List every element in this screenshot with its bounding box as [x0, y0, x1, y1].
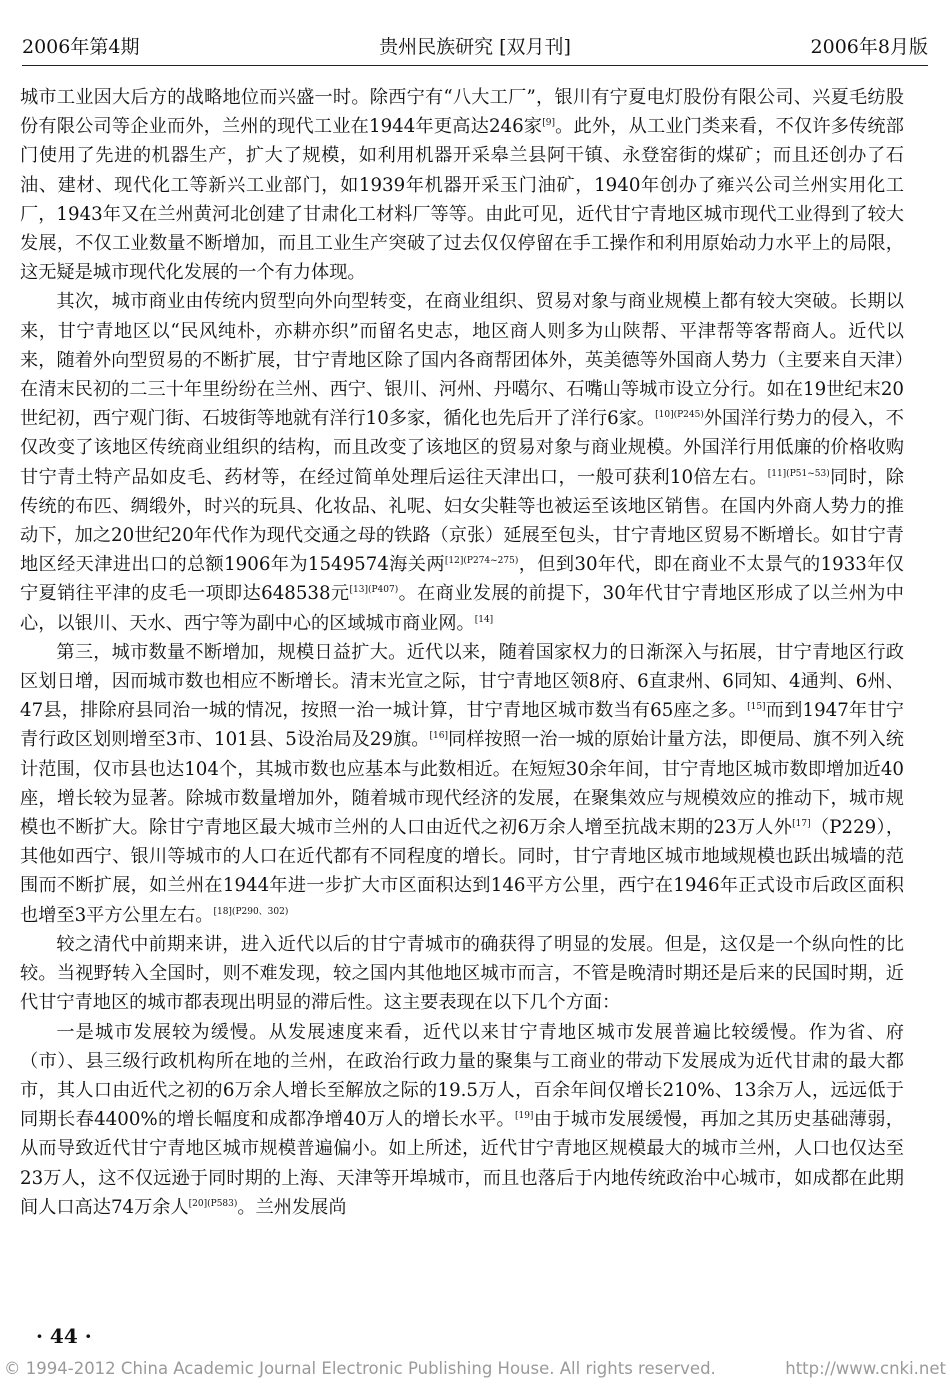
paragraph-text: 同时，除传统的布匹、绸缎外，时兴的玩具、化妆品、礼呢、妇女尖鞋等也被运至该地区销售。在国内外商人势力的推动下，加之20世纪20年代作为现代交通之母的铁路（京张）延展至包头，甘宁青地区贸易不断增长。如甘宁青地区经天津进出口的总额1906年为1549574海关两 [20, 466, 904, 576]
paragraph-text: （P229），其他如西宁、银川等城市的人口在近代都有不同程度的增长。同时，甘宁青地区城市地域规模也跃出城墙的范围而不断扩展，如兰州在1944年进一步扩大市区面积达到146平方公里，西宁在1946年正式设市后政区面积也增至3平方公里左右。 [20, 817, 905, 926]
citation-ref: [15] [747, 702, 766, 713]
paragraph-text: ，但到30年代，即在商业不太景气的1933年仅宁夏销往平津的皮毛一项即达648538元 [20, 554, 904, 605]
citation-ref: [14] [474, 614, 494, 625]
paragraph-text: 。此外，从工业门类来看，不仅许多传统部门使用了先进的机器生产，扩大了规模，如利用机器开采皋兰县阿干镇、永登窑街的煤矿；而且还创办了石油、建材、现代化工等新兴工业部门，如1939年机器开采玉门油矿，1940年创办了雍兴公司兰州实用化工厂，1943年又在兰州黄河北创建了甘肃化工材料厂等等。由此可见，近代甘宁青地区城市现代工业得到了较大发展，不仅工业数量不断增加，而且工业生产突破了过去仅仅停留在手工操作和利用原始动力水平上的局限，这无疑是城市现代化发展的一个有力体现。 [20, 116, 904, 284]
paragraph [20, 930, 904, 1018]
paragraph [20, 287, 904, 637]
paragraph-text: 。在商业发展的前提下，30年代甘宁青地区形成了以兰州为中心，以银川、天水、西宁等为副中心的区域城市商业网。 [20, 583, 904, 634]
paragraph-text: 同样按照一治一城的原始计量方法，即便局、旗不列入统计范围，仅市县也达104个，其城市数也应基本与此数相近。在短短30余年间，甘宁青地区城市数即增加近40座，增长较为显著。除城市数量增加外，随着城市现代经济的发展，在聚集效应与规模效应的推动下，城市规模也不断扩大。除甘宁青地区最大城市兰州的人口由近代之初6万余人增至抗战末期的23万人外 [20, 729, 904, 839]
header-journal-title: 贵州民族研究 [双月刊] [379, 36, 571, 58]
paragraph-text: 一是城市发展较为缓慢。从发展速度来看，近代以来甘宁青地区城市发展普遍比较缓慢。作为省、府（市）、县三级行政机构所在地的兰州，在政治行政力量的聚集与工商业的带动下发展成为近代甘肃的最大都市，其人口由近代之初的6万余人增长至解放之际的19.5万人，百余年间仅增长210%、13余万人，远远低于同期长春4400%的增长幅度和成都净增40万人的增长水平。 [20, 1021, 904, 1131]
paragraph-text: 较之清代中前期来讲，进入近代以后的甘宁青城市的确获得了明显的发展。但是，这仅是一个纵向性的比较。当视野转入全国时，则不难发现，较之国内其他地区城市而言，不管是晚清时期还是后来的民国时期，近代甘宁青地区的城市都表现出明显的滞后性。这主要表现在以下几个方面： [20, 933, 904, 1014]
citation-ref: [17] [792, 819, 811, 830]
paragraph [20, 83, 904, 287]
header-issue: 2006年第4期 [22, 36, 140, 58]
paragraph [20, 638, 904, 930]
paragraph-text: 。兰州发展尚 [237, 1196, 347, 1218]
citation-ref: [13](P407) [349, 585, 399, 596]
citation-ref: [12](P274~275) [444, 556, 519, 567]
article-body [20, 83, 904, 1222]
paragraph-text: 其次，城市商业由传统内贸型向外向型转变，在商业组织、贸易对象与商业规模上都有较大突破。长期以来，甘宁青地区以“民风纯朴，亦耕亦织”而留名史志，地区商人则多为山陕帮、平津帮等客帮商人。近代以来，随着外向型贸易的不断扩展，甘宁青地区除了国内各商帮团体外，英美德等外国商人势力（主要来自天津）在清末民初的二三十年里纷纷在兰州、西宁、银川、河州、丹噶尔、石嘴山等城市设立分行。如在19世纪末20世纪初，西宁观门街、石坡街等地就有洋行10多家，循化也先后开了洋行6家。 [20, 291, 904, 430]
citation-ref: [16] [429, 731, 448, 742]
page-number: · 44 · [36, 1324, 92, 1348]
copyright-footer [4, 1359, 946, 1378]
header-date: 2006年8月版 [810, 36, 928, 58]
citation-ref: [19] [514, 1111, 534, 1122]
citation-ref: [10](P245) [655, 410, 704, 421]
footer-url: http://www.cnki.net [785, 1359, 946, 1378]
header-rule [22, 65, 928, 66]
citation-ref: [20](P583) [188, 1198, 238, 1209]
paragraph-text: 由于城市发展缓慢，再加之其历史基础薄弱，从而导致近代甘宁青地区城市规模普遍偏小。如上所述，近代甘宁青地区规模最大的城市兰州，人口也仅达至23万人，这不仅远逊于同时期的上海、天津等开埠城市，而且也落后于内地传统政治中心城市，如成都在此期间人口高达74万余人 [20, 1109, 904, 1218]
running-header [22, 32, 928, 62]
citation-ref: [9] [542, 118, 555, 129]
paragraph [20, 1018, 904, 1222]
paragraph-text: 城市工业因大后方的战略地位而兴盛一时。除西宁有“八大工厂”，银川有宁夏电灯股份有限公司、兴夏毛纺股份有限公司等企业而外，兰州的现代工业在1944年更高达246家 [20, 87, 904, 138]
citation-ref: [11](P51~53) [767, 468, 830, 479]
citation-ref: [18](P290、302) [213, 906, 289, 917]
copyright-text: © 1994-2012 China Academic Journal Electronic Publishing House. All rights reserved. [4, 1359, 716, 1378]
paragraph-text: 外国洋行势力的侵入，不仅改变了该地区传统商业组织的结构，而且改变了该地区的贸易对象与商业规模。外国洋行用低廉的价格收购甘宁青土特产品如皮毛、药材等，在经过简单处理后运往天津出口，一般可获利10倍左右。 [20, 408, 904, 488]
paragraph-text: 第三，城市数量不断增加，规模日益扩大。近代以来，随着国家权力的日渐深入与拓展，甘宁青地区行政区划日增，因而城市数也相应不断增长。清末光宣之际，甘宁青地区领8府、6直隶州、6同知、4通判、6州、47县，排除府县同治一城的情况，按照一治一城计算，甘宁青地区城市数当有65座之多。 [20, 641, 904, 722]
paragraph-text: 而到1947年甘宁青行政区划则增至3市、101县、5设治局及29旗。 [20, 700, 904, 751]
